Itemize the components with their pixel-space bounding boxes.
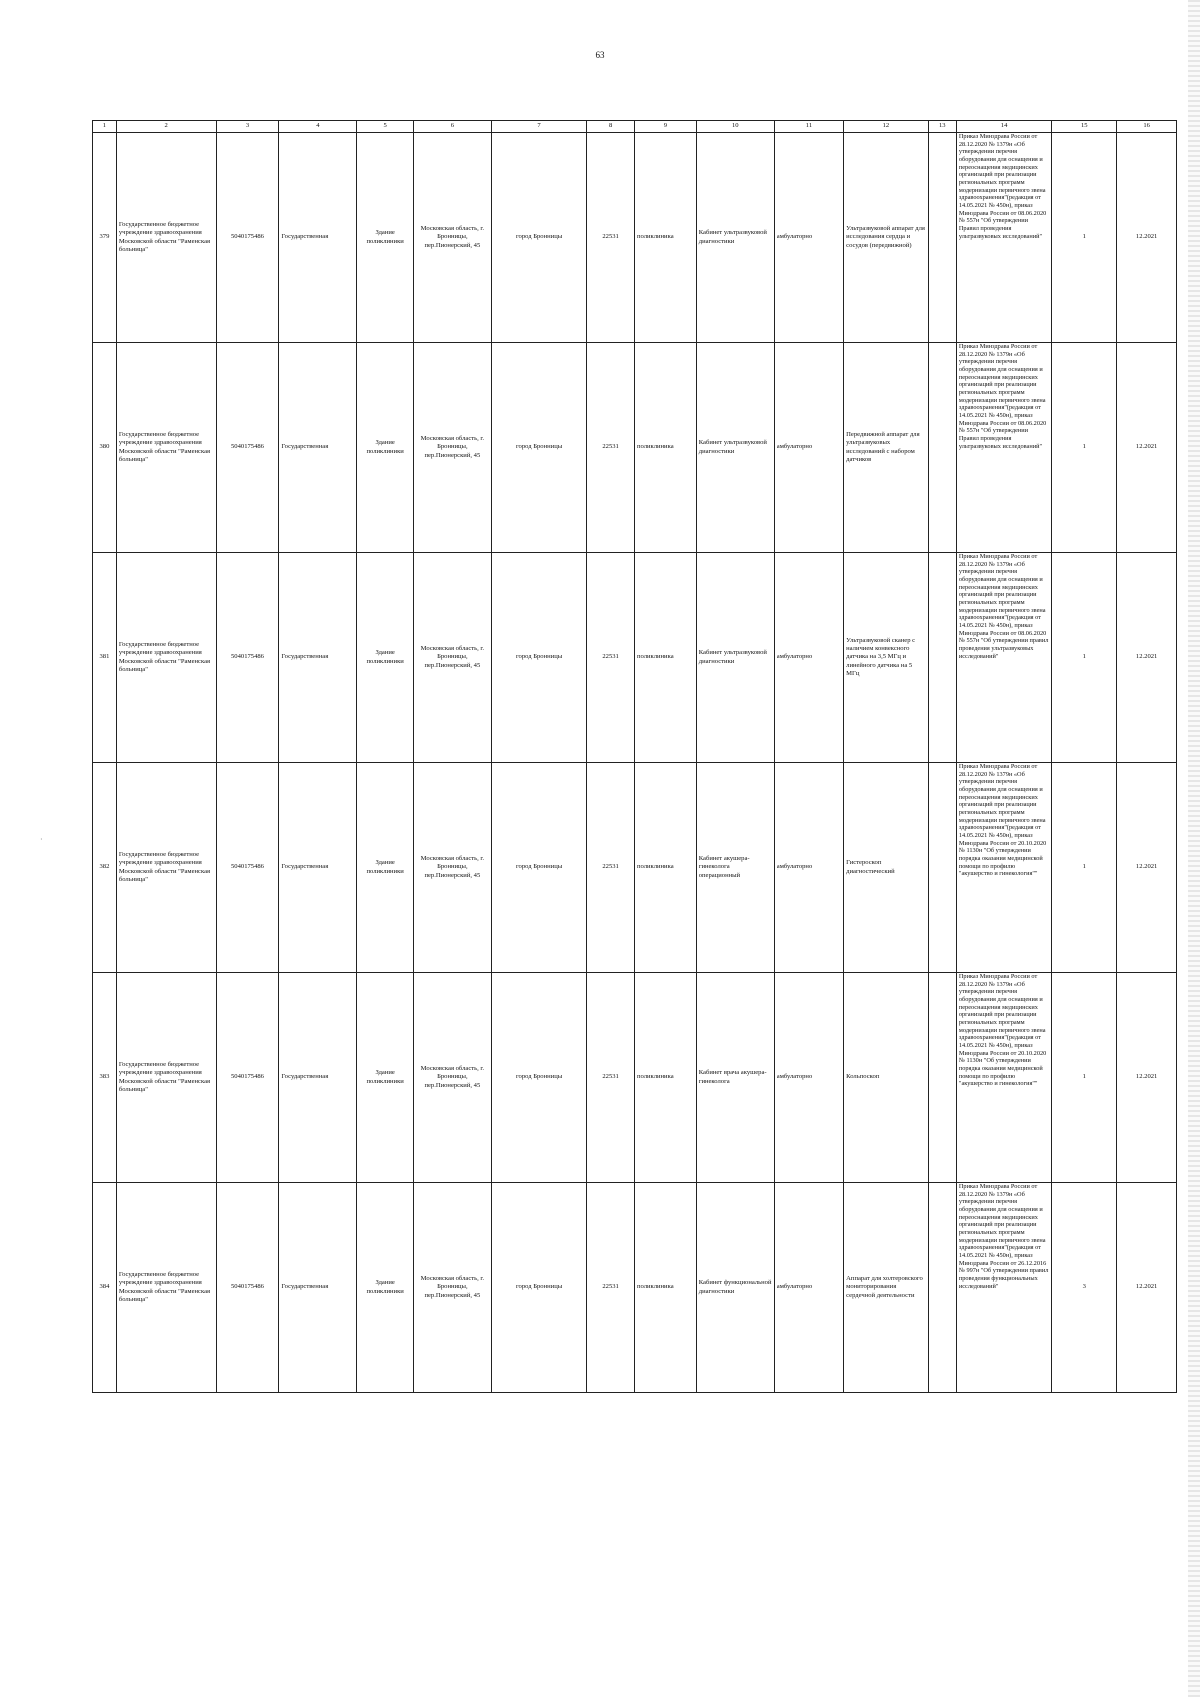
delivery-date: 12.2021 [1117,553,1177,763]
legal-basis: Приказ Минздрава России от 28.12.2020 № 1379н «Об утверждении перечня оборудования для оснащения и переоснащения медицинских организаций при реализации региональных программ модернизации первичного звена здравоохранения"(редакция от 14.05.2021 № 450н), приказ Минздрава России от 26.12.2016 № 997н "Об утверждении правил проведения функциональных исследований" [956,1183,1051,1393]
legal-basis: Приказ Минздрава России от 28.12.2020 № 1379н «Об утверждении перечня оборудования для оснащения и переоснащения медицинских организаций при реализации региональных программ модернизации первичного звена здравоохранения"(редакция от 14.05.2021 № 450н), приказ Минздрава России от 08.06.2020 № 557н "Об утверждении Правил проведения ультразвуковых исследований" [956,343,1051,553]
ownership-form: Государственная [279,343,357,553]
building-type: Здание поликлиники [357,763,413,973]
legal-basis: Приказ Минздрава России от 28.12.2020 № 1379н «Об утверждении перечня оборудования для оснащения и переоснащения медицинских организаций при реализации региональных программ модернизации первичного звена здравоохранения"(редакция от 14.05.2021 № 450н), приказ Минздрава России от 08.06.2020 № 557н "Об утверждении правил проведения ультразвуковых исследований" [956,553,1051,763]
inn: 5040175486 [216,763,279,973]
col-header: 6 [413,121,491,133]
equipment-name: Ультразвуковой аппарат для исследования сердца и сосудов (передвижной) [844,133,929,343]
organization-name: Государственное бюджетное учреждение здравоохранения Московской области "Раменская больница" [116,553,216,763]
address: Московская область, г. Бронницы, пер.Пионерский, 45 [413,343,491,553]
page-number: 63 [595,50,605,60]
inn: 5040175486 [216,973,279,1183]
row-number: 384 [93,1183,117,1393]
legal-basis: Приказ Минздрава России от 28.12.2020 № 1379н «Об утверждении перечня оборудования для оснащения и переоснащения медицинских организаций при реализации региональных программ модернизации первичного звена здравоохранения"(редакция от 14.05.2021 № 450н), приказ Минздрава России от 20.10.2020 № 1130н "Об утверждении порядка оказания медицинской помощи по профилю "акушерство и гинекология"" [956,973,1051,1183]
locality-code: 22531 [587,553,635,763]
col-13-cell [928,1183,956,1393]
col-header: 8 [587,121,635,133]
col-header: 11 [774,121,843,133]
cabinet: Кабинет ультразвуковой диагностики [696,133,774,343]
building-type: Здание поликлиники [357,343,413,553]
quantity: 1 [1052,763,1117,973]
organization-name: Государственное бюджетное учреждение здравоохранения Московской области "Раменская больница" [116,763,216,973]
col-header: 5 [357,121,413,133]
cabinet: Кабинет акушера-гинеколога операционный [696,763,774,973]
locality: город Бронницы [491,763,586,973]
building-type: Здание поликлиники [357,973,413,1183]
inn: 5040175486 [216,553,279,763]
table-row [93,343,1177,553]
locality: город Бронницы [491,133,586,343]
unit-type: поликлиника [634,133,696,343]
delivery-date: 12.2021 [1117,343,1177,553]
care-type: амбулаторно [774,973,843,1183]
row-number: 379 [93,133,117,343]
address: Московская область, г. Бронницы, пер.Пионерский, 45 [413,553,491,763]
care-type: амбулаторно [774,763,843,973]
building-type: Здание поликлиники [357,1183,413,1393]
col-13-cell [928,973,956,1183]
col-header: 16 [1117,121,1177,133]
table-row [93,133,1177,343]
equipment-name: Передвижной аппарат для ультразвуковых исследований с набором датчиков [844,343,929,553]
unit-type: поликлиника [634,343,696,553]
quantity: 1 [1052,133,1117,343]
table-row [93,1183,1177,1393]
inn: 5040175486 [216,133,279,343]
quantity: 1 [1052,343,1117,553]
col-header: 15 [1052,121,1117,133]
col-header: 3 [216,121,279,133]
equipment-registry-table [92,120,1177,1393]
locality-code: 22531 [587,133,635,343]
inn: 5040175486 [216,343,279,553]
care-type: амбулаторно [774,343,843,553]
row-number: 382 [93,763,117,973]
equipment-name: Гистероскоп диагностический [844,763,929,973]
table-row [93,973,1177,1183]
care-type: амбулаторно [774,133,843,343]
locality-code: 22531 [587,973,635,1183]
equipment-name: Аппарат для холтеровского мониторирования сердечной деятельности [844,1183,929,1393]
organization-name: Государственное бюджетное учреждение здравоохранения Московской области "Раменская больница" [116,973,216,1183]
col-header: 12 [844,121,929,133]
scan-edge-strip [1188,0,1200,1697]
legal-basis: Приказ Минздрава России от 28.12.2020 № 1379н «Об утверждении перечня оборудования для оснащения и переоснащения медицинских организаций при реализации региональных программ модернизации первичного звена здравоохранения"(редакция от 14.05.2021 № 450н), приказ Минздрава России от 08.06.2020 № 557н "Об утверждении Правил проведения ультразвуковых исследований" [956,133,1051,343]
quantity: 3 [1052,1183,1117,1393]
locality-code: 22531 [587,343,635,553]
margin-mark: · [40,835,43,844]
address: Московская область, г. Бронницы, пер.Пионерский, 45 [413,973,491,1183]
table-row [93,553,1177,763]
quantity: 1 [1052,553,1117,763]
address: Московская область, г. Бронницы, пер.Пионерский, 45 [413,1183,491,1393]
equipment-name: Кольпоскоп [844,973,929,1183]
locality: город Бронницы [491,553,586,763]
ownership-form: Государственная [279,1183,357,1393]
cabinet: Кабинет ультразвуковой диагностики [696,553,774,763]
quantity: 1 [1052,973,1117,1183]
ownership-form: Государственная [279,133,357,343]
ownership-form: Государственная [279,973,357,1183]
unit-type: поликлиника [634,1183,696,1393]
table-row [93,763,1177,973]
col-13-cell [928,343,956,553]
locality: город Бронницы [491,343,586,553]
ownership-form: Государственная [279,763,357,973]
locality-code: 22531 [587,763,635,973]
organization-name: Государственное бюджетное учреждение здравоохранения Московской области "Раменская больница" [116,133,216,343]
legal-basis: Приказ Минздрава России от 28.12.2020 № 1379н «Об утверждении перечня оборудования для оснащения и переоснащения медицинских организаций при реализации региональных программ модернизации первичного звена здравоохранения"(редакция от 14.05.2021 № 450н), приказ Минздрава России от 20.10.2020 № 1130н "Об утверждении порядка оказания медицинской помощи по профилю "акушерство и гинекология"" [956,763,1051,973]
equipment-name: Ультразвуковой сканер с наличием конвексного датчика на 3,5 МГц и линейного датчика на 5 МГц [844,553,929,763]
row-number: 383 [93,973,117,1183]
inn: 5040175486 [216,1183,279,1393]
col-header: 4 [279,121,357,133]
col-header: 10 [696,121,774,133]
ownership-form: Государственная [279,553,357,763]
address: Московская область, г. Бронницы, пер.Пионерский, 45 [413,133,491,343]
cabinet: Кабинет функциональной диагностики [696,1183,774,1393]
locality: город Бронницы [491,973,586,1183]
col-header: 13 [928,121,956,133]
unit-type: поликлиника [634,553,696,763]
organization-name: Государственное бюджетное учреждение здравоохранения Московской области "Раменская больница" [116,343,216,553]
cabinet: Кабинет ультразвуковой диагностики [696,343,774,553]
col-header: 9 [634,121,696,133]
unit-type: поликлиника [634,763,696,973]
delivery-date: 12.2021 [1117,1183,1177,1393]
col-13-cell [928,553,956,763]
col-header: 2 [116,121,216,133]
row-number: 381 [93,553,117,763]
header-row [93,121,1177,133]
row-number: 380 [93,343,117,553]
address: Московская область, г. Бронницы, пер.Пионерский, 45 [413,763,491,973]
col-header: 1 [93,121,117,133]
locality: город Бронницы [491,1183,586,1393]
col-header: 14 [956,121,1051,133]
delivery-date: 12.2021 [1117,973,1177,1183]
care-type: амбулаторно [774,553,843,763]
care-type: амбулаторно [774,1183,843,1393]
col-13-cell [928,763,956,973]
col-13-cell [928,133,956,343]
organization-name: Государственное бюджетное учреждение здравоохранения Московской области "Раменская больница" [116,1183,216,1393]
cabinet: Кабинет врача акушера-гинеколога [696,973,774,1183]
locality-code: 22531 [587,1183,635,1393]
unit-type: поликлиника [634,973,696,1183]
delivery-date: 12.2021 [1117,763,1177,973]
col-header: 7 [491,121,586,133]
delivery-date: 12.2021 [1117,133,1177,343]
building-type: Здание поликлиники [357,133,413,343]
building-type: Здание поликлиники [357,553,413,763]
